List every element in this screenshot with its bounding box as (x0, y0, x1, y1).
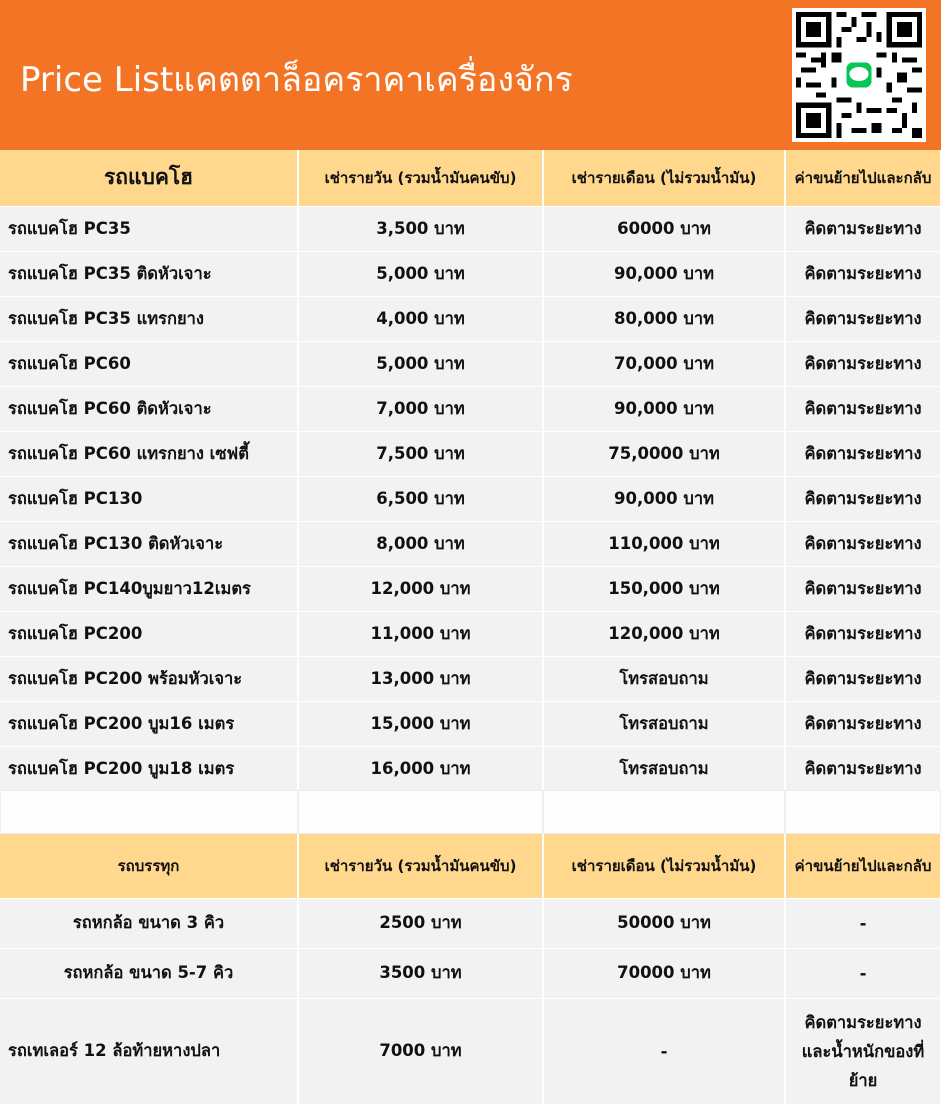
cell-monthly-rate: โทรสอบถาม (543, 656, 785, 701)
table-row (0, 611, 941, 656)
column-header-daily: เช่ารายวัน (รวมน้ำมันคนขับ) (298, 150, 543, 206)
table-spacer (0, 790, 941, 834)
cell-transport-fee: คิดตามระยะทาง (785, 431, 941, 476)
backhoe-price-table (0, 150, 941, 792)
cell-transport-fee: คิดตามระยะทาง (785, 566, 941, 611)
cell-daily-rate: 12,000 บาท (298, 566, 543, 611)
column-header-monthly: เช่ารายเดือน (ไม่รวมน้ำมัน) (543, 834, 785, 898)
cell-monthly-rate: 70,000 บาท (543, 341, 785, 386)
table-row (0, 251, 941, 296)
cell-monthly-rate: 50000 บาท (543, 898, 785, 948)
cell-transport-fee: - (785, 948, 941, 998)
cell-vehicle: รถหกล้อ ขนาด 3 คิว (0, 898, 298, 948)
table-row (0, 656, 941, 701)
cell-daily-rate: 15,000 บาท (298, 701, 543, 746)
cell-vehicle: รถแบคโฮ PC200 บูม16 เมตร (0, 701, 298, 746)
cell-vehicle: รถแบคโฮ PC200 บูม18 เมตร (0, 746, 298, 791)
cell-transport-fee: คิดตามระยะทาง (785, 386, 941, 431)
line-app-icon (844, 60, 874, 90)
cell-transport-fee: คิดตามระยะทาง (785, 656, 941, 701)
cell-daily-rate: 7,000 บาท (298, 386, 543, 431)
cell-transport-fee: คิดตามระยะทาง (785, 701, 941, 746)
cell-vehicle: รถแบคโฮ PC130 ติดหัวเจาะ (0, 521, 298, 566)
qr-code-icon[interactable] (792, 8, 926, 142)
cell-transport-fee: คิดตามระยะทาง (785, 296, 941, 341)
cell-vehicle: รถแบคโฮ PC60 แทรกยาง เซฟตี้ (0, 431, 298, 476)
table-row (0, 206, 941, 251)
table-row (0, 296, 941, 341)
cell-monthly-rate: - (543, 998, 785, 1104)
table-header-row (0, 834, 941, 898)
table-row (0, 341, 941, 386)
cell-daily-rate: 8,000 บาท (298, 521, 543, 566)
table-row (0, 476, 941, 521)
page-header (0, 0, 941, 150)
table-row (0, 431, 941, 476)
cell-daily-rate: 2500 บาท (298, 898, 543, 948)
cell-daily-rate: 13,000 บาท (298, 656, 543, 701)
cell-monthly-rate: 90,000 บาท (543, 476, 785, 521)
cell-daily-rate: 3,500 บาท (298, 206, 543, 251)
cell-transport-fee: คิดตามระยะทาง (785, 611, 941, 656)
cell-transport-fee: คิดตามระยะทาง (785, 206, 941, 251)
table-row (0, 566, 941, 611)
column-header-vehicle: รถแบคโฮ (0, 150, 298, 206)
cell-daily-rate: 5,000 บาท (298, 251, 543, 296)
cell-monthly-rate: 60000 บาท (543, 206, 785, 251)
table-row (0, 898, 941, 948)
cell-vehicle: รถแบคโฮ PC140บูมยาว12เมตร (0, 566, 298, 611)
cell-monthly-rate: 90,000 บาท (543, 386, 785, 431)
cell-daily-rate: 7000 บาท (298, 998, 543, 1104)
cell-transport-fee: คิดตามระยะทาง (785, 521, 941, 566)
cell-monthly-rate: 120,000 บาท (543, 611, 785, 656)
cell-monthly-rate: โทรสอบถาม (543, 746, 785, 791)
cell-transport-fee: คิดตามระยะทาง (785, 746, 941, 791)
column-header-transport: ค่าขนย้ายไปและกลับ (785, 834, 941, 898)
qr-code-graphic (796, 12, 922, 138)
truck-price-table (0, 834, 941, 1105)
table-row (0, 386, 941, 431)
table-row (0, 521, 941, 566)
cell-daily-rate: 5,000 บาท (298, 341, 543, 386)
cell-monthly-rate: 75,0000 บาท (543, 431, 785, 476)
cell-vehicle: รถแบคโฮ PC60 ติดหัวเจาะ (0, 386, 298, 431)
cell-vehicle: รถแบคโฮ PC60 (0, 341, 298, 386)
table-row (0, 701, 941, 746)
cell-daily-rate: 4,000 บาท (298, 296, 543, 341)
cell-transport-fee: คิดตามระยะทางและน้ำหนักของที่ย้าย (785, 998, 941, 1104)
column-header-vehicle: รถบรรทุก (0, 834, 298, 898)
column-header-daily: เช่ารายวัน (รวมน้ำมันคนขับ) (298, 834, 543, 898)
cell-monthly-rate: 150,000 บาท (543, 566, 785, 611)
cell-vehicle: รถแบคโฮ PC35 แทรกยาง (0, 296, 298, 341)
cell-daily-rate: 6,500 บาท (298, 476, 543, 521)
table-header-row (0, 150, 941, 206)
cell-daily-rate: 16,000 บาท (298, 746, 543, 791)
table-row (0, 746, 941, 791)
page-title: Price Listแคตตาล็อคราคาเครื่องจักร (20, 60, 573, 100)
cell-daily-rate: 3500 บาท (298, 948, 543, 998)
column-header-monthly: เช่ารายเดือน (ไม่รวมน้ำมัน) (543, 150, 785, 206)
cell-transport-fee: - (785, 898, 941, 948)
cell-vehicle: รถแบคโฮ PC130 (0, 476, 298, 521)
cell-vehicle: รถหกล้อ ขนาด 5-7 คิว (0, 948, 298, 998)
cell-vehicle: รถแบคโฮ PC35 ติดหัวเจาะ (0, 251, 298, 296)
column-header-transport: ค่าขนย้ายไปและกลับ (785, 150, 941, 206)
cell-vehicle: รถเทเลอร์ 12 ล้อท้ายหางปลา (0, 998, 298, 1104)
cell-transport-fee: คิดตามระยะทาง (785, 341, 941, 386)
cell-vehicle: รถแบคโฮ PC200 พร้อมหัวเจาะ (0, 656, 298, 701)
cell-monthly-rate: 90,000 บาท (543, 251, 785, 296)
cell-monthly-rate: 70000 บาท (543, 948, 785, 998)
cell-daily-rate: 11,000 บาท (298, 611, 543, 656)
cell-vehicle: รถแบคโฮ PC35 (0, 206, 298, 251)
table-row (0, 948, 941, 998)
cell-monthly-rate: 80,000 บาท (543, 296, 785, 341)
cell-monthly-rate: 110,000 บาท (543, 521, 785, 566)
cell-daily-rate: 7,500 บาท (298, 431, 543, 476)
cell-transport-fee: คิดตามระยะทาง (785, 251, 941, 296)
cell-monthly-rate: โทรสอบถาม (543, 701, 785, 746)
cell-transport-fee: คิดตามระยะทาง (785, 476, 941, 521)
cell-vehicle: รถแบคโฮ PC200 (0, 611, 298, 656)
table-row (0, 998, 941, 1104)
